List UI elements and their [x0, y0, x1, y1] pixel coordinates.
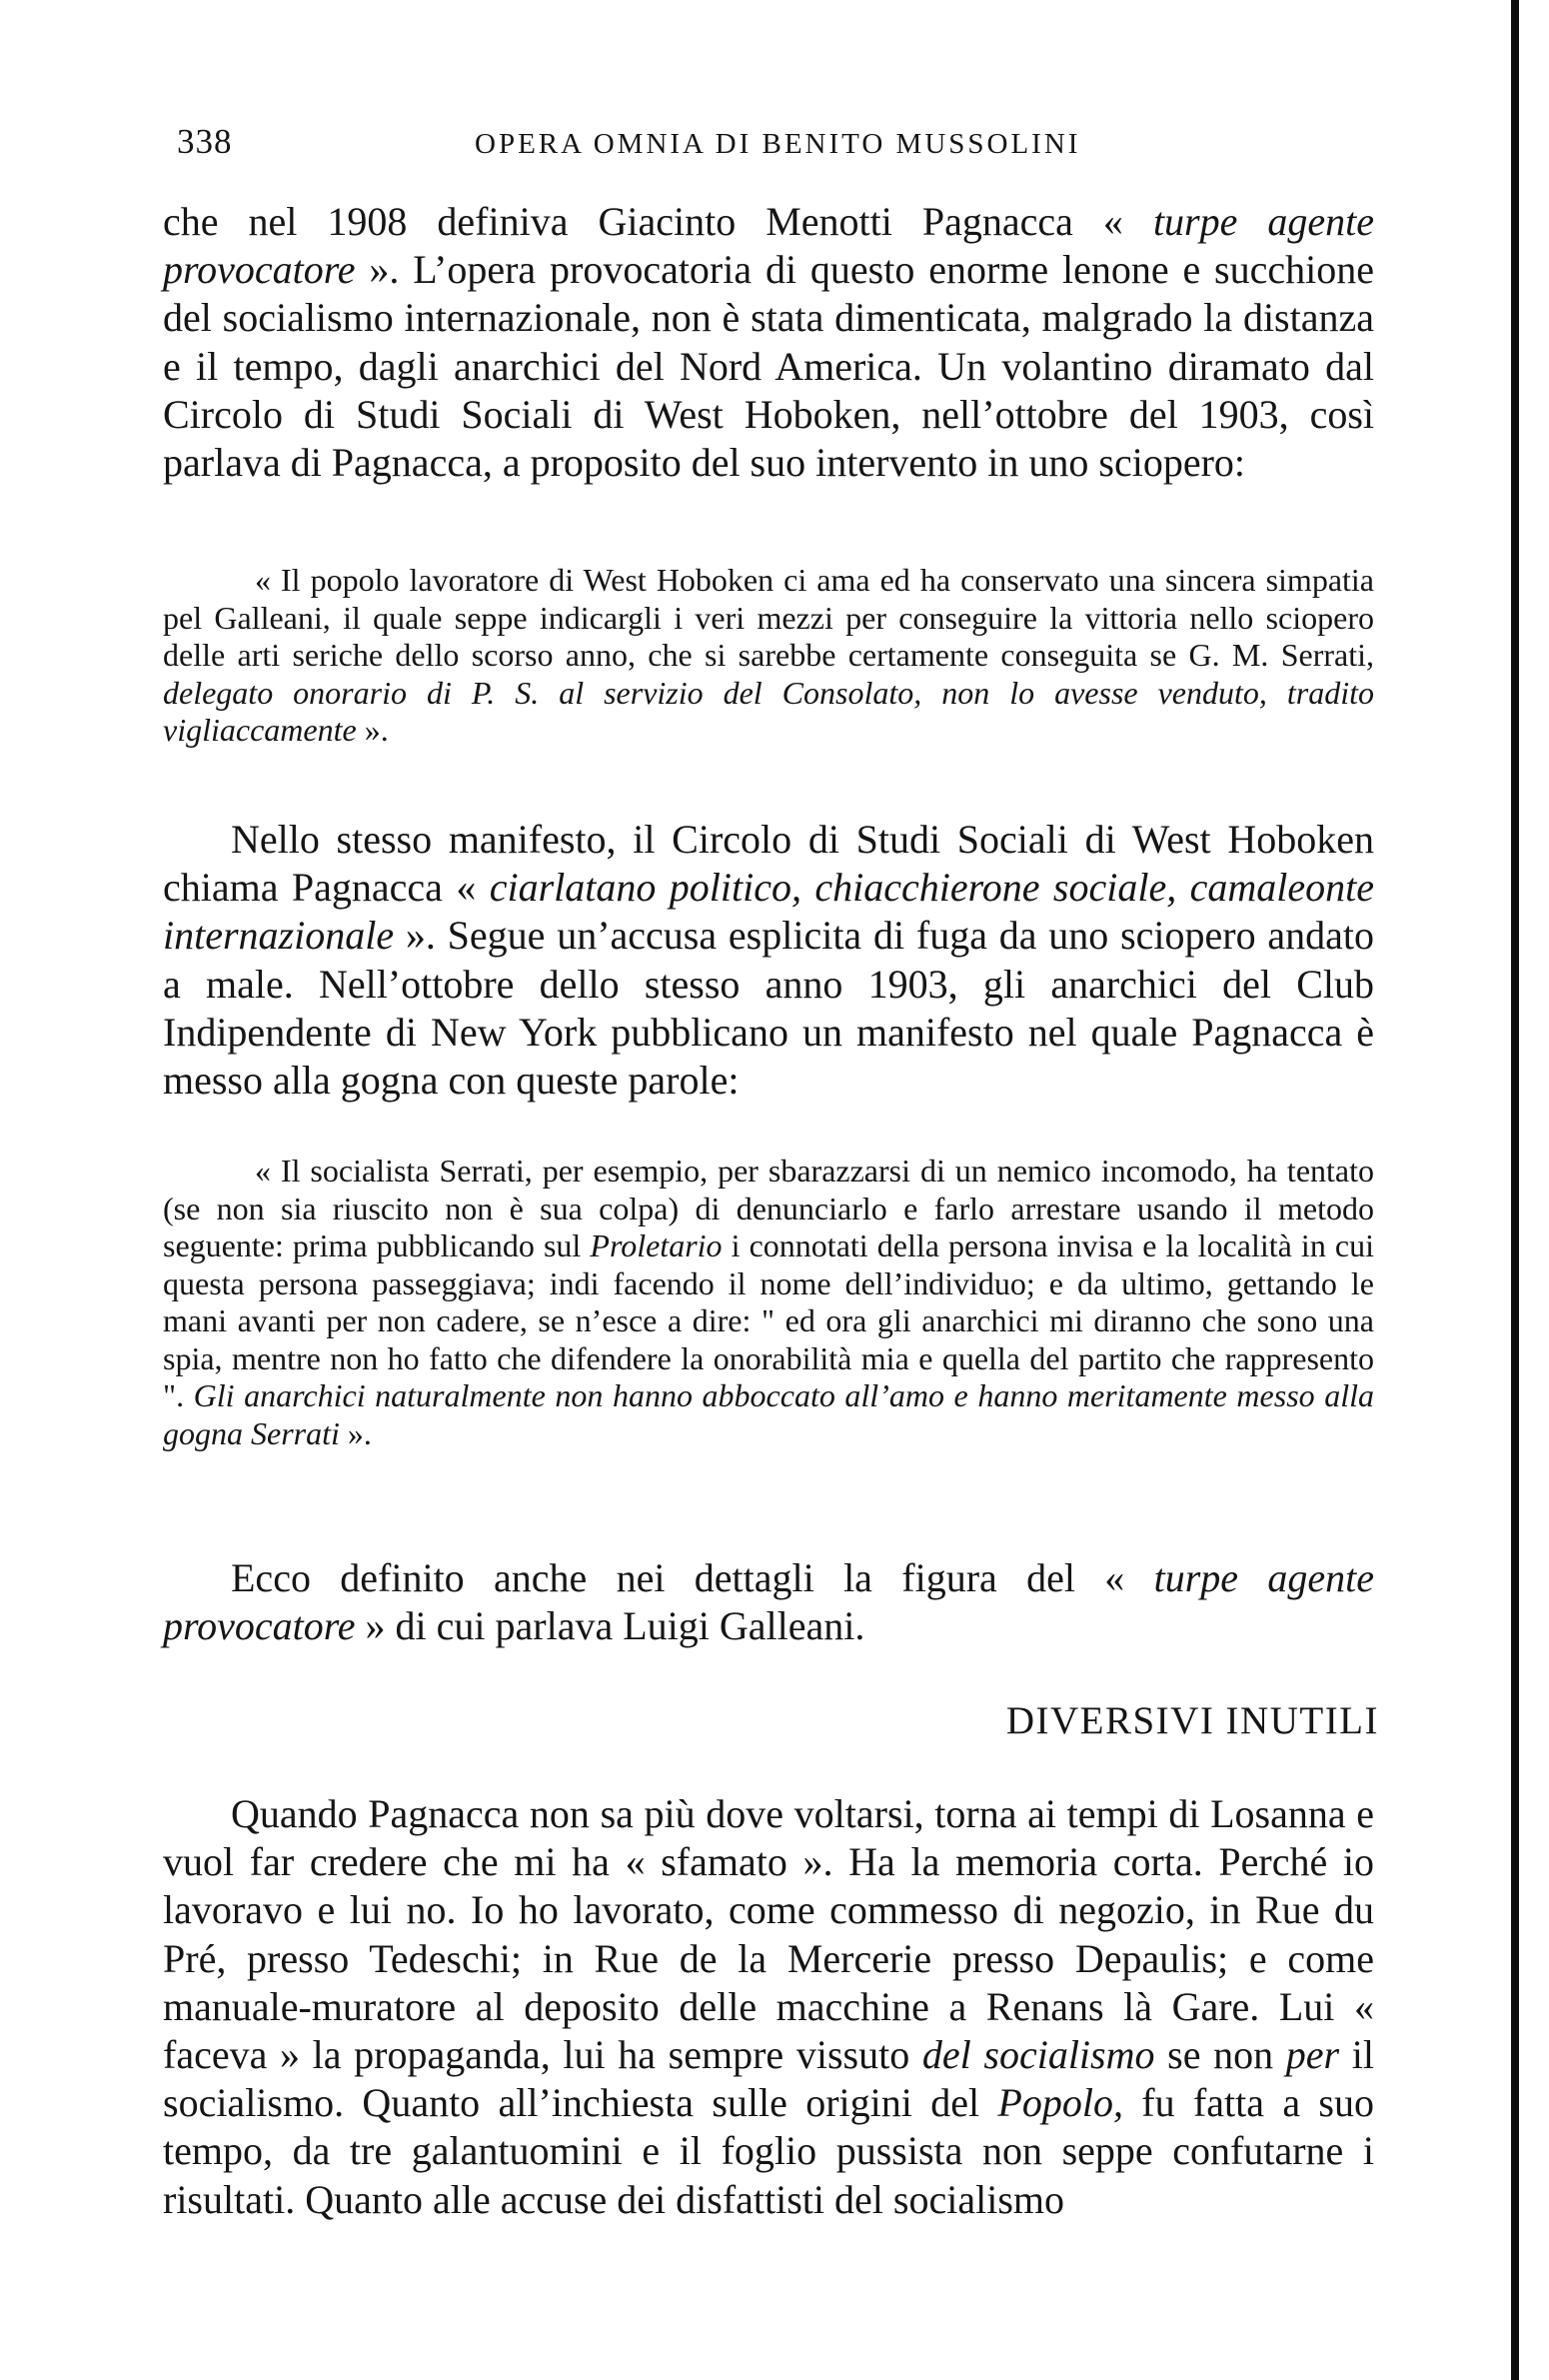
text-run: « Il socialista Serrati, per esempio, per sbarazzarsi di un nemico incomodo, ha tentato (se non sia riuscito non è sua colpa) di denunciarlo e farlo arrestare usando il metodo seguente: prima pubblicando sul — [163, 1153, 1374, 1263]
text-run: fu fatta a suo tempo, da tre galantuomini e il foglio pussista non seppe confutarne i risultati. Quanto alle accuse dei disfattisti del socialismo — [163, 2080, 1374, 2222]
paragraph-1 — [163, 198, 1374, 487]
text-run: ». Segue un’accusa esplicita di fuga da uno sciopero andato a male. Nell’ottobre dello stesso anno 1903, gli anarchici del Club Indipendente di New York pubblicano un manifesto nel quale Pagnacca è messo alla gogna con queste parole: — [163, 913, 1374, 1104]
running-head: OPERA OMNIA DI BENITO MUSSOLINI — [475, 128, 1081, 160]
italic-run: turpe agente provocatore — [163, 199, 1375, 293]
block-quote-1 — [163, 562, 1374, 750]
text-run: Nello stesso manifesto, il Circolo di Studi Sociali di West Hoboken chiama Pagnacca « — [163, 817, 1374, 911]
paragraph-3 — [163, 1554, 1374, 1650]
italic-run: delegato onorario di P. S. al servizio del Consolato, non lo avesse venduto, tradito vigliaccamente — [163, 674, 1374, 748]
text-run: » di cui parlava Luigi Galleani. — [355, 1603, 865, 1649]
page-header — [163, 122, 1374, 182]
text-run: il socialismo. Quanto all’inchiesta sulle origini del — [163, 2032, 1374, 2126]
text-run: ». L’opera provocatoria di questo enorme lenone e succhione del socialismo internazionale, non è stata dimenticata, malgrado la distanza e il tempo, dagli anarchici del Nord America. Un volantino diramato dal Circolo di Studi Sociali di West Hoboken, nell’ottobre del 1903, così parlava di Pagnacca, a proposito del suo intervento in uno sciopero: — [163, 247, 1374, 486]
text-run: Ecco definito anche nei dettagli la figura del « — [231, 1555, 1154, 1600]
text-run: i connotati della persona invisa e la località in cui questa persona passeggiava; indi facendo il nome dell’individuo; e da ultimo, gettando le mani avanti per non cadere, se n’esce a dire: " ed ora gli anarchici mi diranno che sono una spia, mentre non ho fatto che difendere la onorabilità mia e quella del partito che rappresento ". — [163, 1227, 1375, 1413]
italic-run: del socialismo — [921, 2032, 1155, 2078]
italic-run: Proletario — [590, 1227, 723, 1263]
paragraph-2 — [163, 816, 1374, 1105]
page-number: 338 — [177, 122, 233, 161]
text-run: Quando Pagnacca non sa più dove voltarsi, torna ai tempi di Losanna e vuol far credere che mi ha « sfamato ». Ha la memoria corta. Perché io lavoravo e lui no. Io ho lavorato, come commesso di negozio, in Rue du Pré, presso Tedeschi; in Rue de la Mercerie presso Depaulis; e come manuale-muratore al deposito delle macchine a Renans là Gare. Lui « faceva » la propaganda, lui ha sempre vissuto — [163, 1791, 1374, 2078]
italic-run: turpe agente provocatore — [163, 1555, 1375, 1649]
text-run: che nel 1908 definiva Giacinto Menotti Pagnacca « — [163, 199, 1153, 244]
paragraph-4 — [163, 1790, 1374, 2224]
text-run: « Il popolo lavoratore di West Hoboken ci ama ed ha conservato una sincera simpatia pel Galleani, il quale seppe indicargli i veri mezzi per conseguire la vittoria nello sciopero delle arti seriche dello scorso anno, che si sarebbe certamente conseguita se G. M. Serrati, — [163, 562, 1374, 673]
section-heading: DIVERSIVI INUTILI — [1005, 1699, 1379, 1742]
text-run: ». — [339, 1414, 372, 1451]
text-run: se non — [1154, 2032, 1286, 2078]
page-edge-rule — [1511, 0, 1519, 2380]
block-quote-2 — [163, 1153, 1374, 1452]
italic-run: per — [1285, 2032, 1340, 2078]
text-run: ». — [356, 712, 389, 748]
italic-run: ciarlatano politico, chiacchierone sociale, camaleonte internazionale — [163, 865, 1374, 959]
italic-run: Gli anarchici naturalmente non hanno abboccato all’amo e hanno meritamente messo alla gogna Serrati — [163, 1377, 1375, 1451]
italic-run: Popolo, — [997, 2080, 1123, 2126]
